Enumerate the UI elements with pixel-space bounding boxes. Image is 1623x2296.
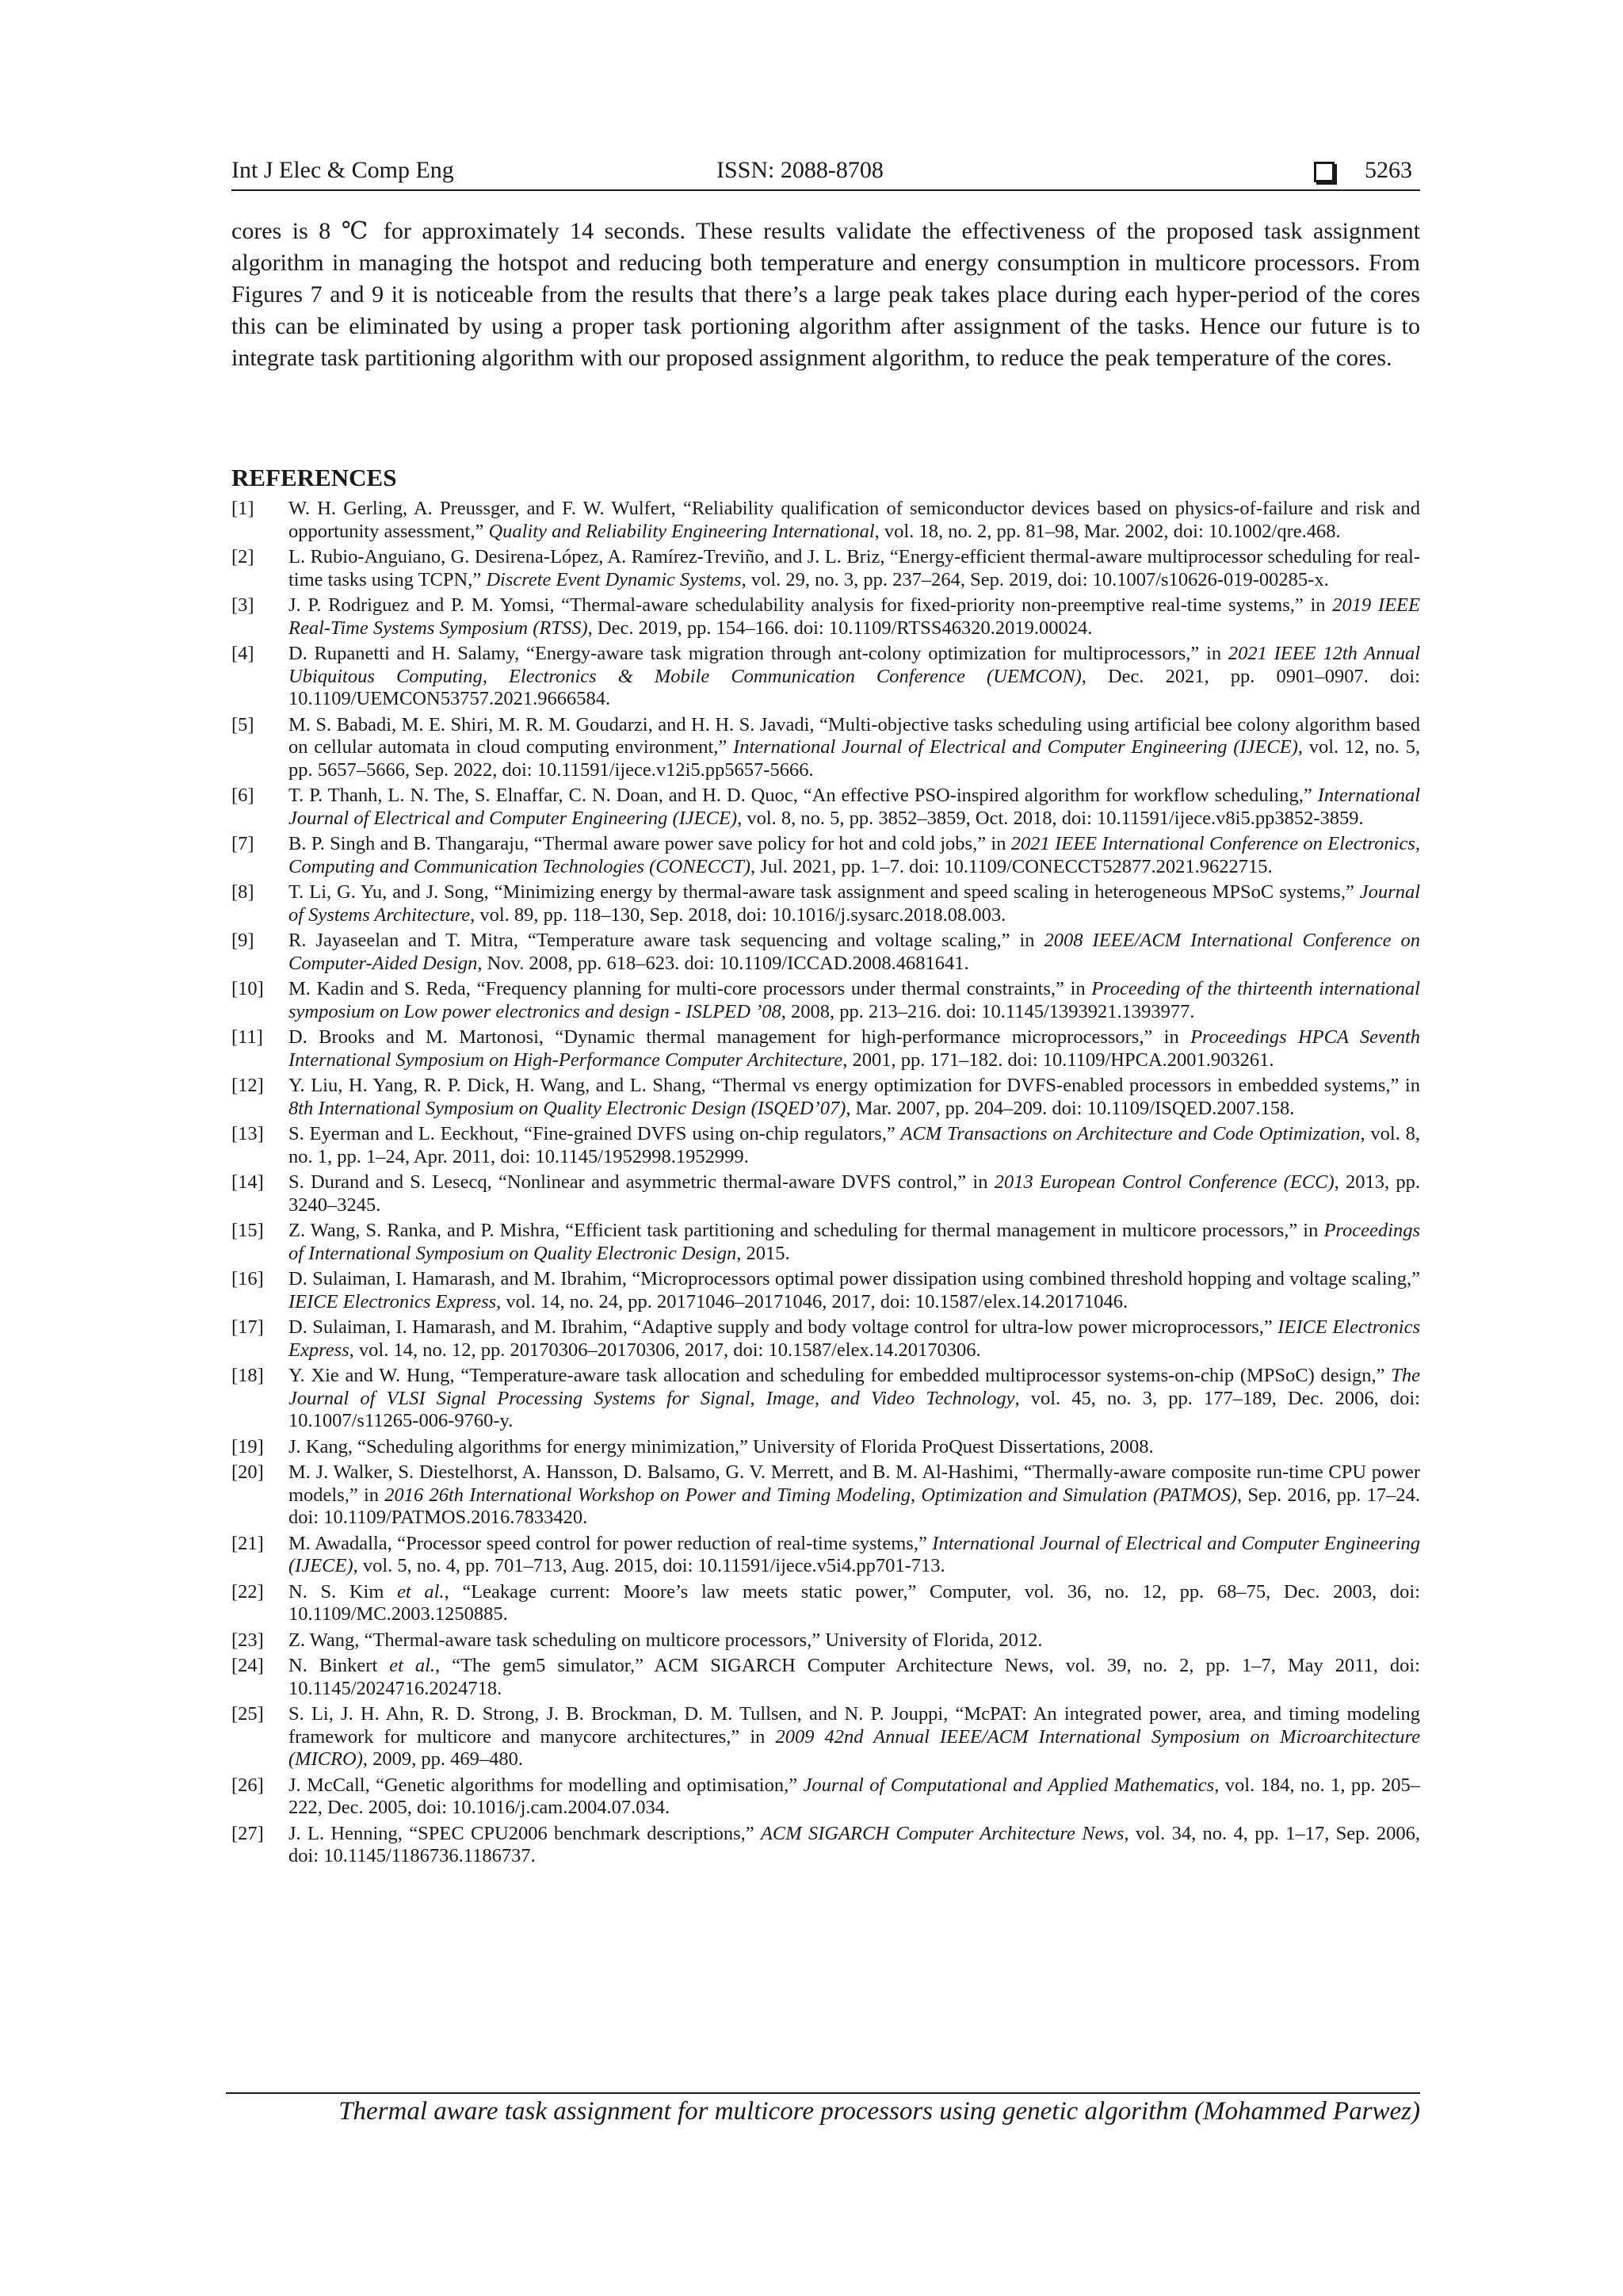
reference-text: N. Binkert	[288, 1655, 390, 1676]
header-divider	[231, 189, 1420, 191]
reference-number: [23]	[231, 1629, 264, 1651]
reference-number: [10]	[231, 978, 264, 999]
reference-text: Z. Wang, S. Ranka, and P. Mishra, “Efficient task partitioning and scheduling for thermal management in multicore processors,” in	[288, 1220, 1324, 1241]
reference-number: [8]	[231, 881, 254, 903]
reference-text: S. Eyerman and L. Eeckhout, “Fine-grained DVFS using on-chip regulators,”	[288, 1123, 901, 1144]
reference-venue: International Journal of Electrical and Computer Engineering (IJECE)	[288, 785, 1420, 829]
reference-item	[231, 546, 1420, 591]
reference-venue: Journal of Systems Architecture	[288, 881, 1420, 926]
reference-venue: Journal of Computational and Applied Mathematics	[803, 1774, 1215, 1796]
footer-divider	[226, 2092, 1420, 2094]
reference-details: , Dec. 2019, pp. 154–166. doi: 10.1109/RTSS46320.2019.00024.	[587, 617, 1093, 639]
reference-details: , Mar. 2007, pp. 204–209. doi: 10.1109/ISQED.2007.158.	[846, 1097, 1295, 1119]
reference-item	[231, 1365, 1420, 1433]
reference-text: N. S. Kim	[288, 1580, 398, 1603]
reference-text: D. Brooks and M. Martonosi, “Dynamic thermal management for high-performance microprocessors,” in	[288, 1026, 1191, 1048]
reference-details: , 2008, pp. 213–216. doi: 10.1145/1393921.1393977.	[781, 1000, 1195, 1022]
reference-number: [4]	[231, 643, 254, 664]
reference-number: [1]	[231, 498, 254, 519]
reference-text: Y. Liu, H. Yang, R. P. Dick, H. Wang, and L. Shang, “Thermal vs energy optimization for DVFS-enabled processors in embedded systems,” in	[288, 1075, 1420, 1096]
reference-item	[231, 1171, 1420, 1217]
reference-details: , vol. 12, no. 5, pp. 5657–5666, Sep. 2022, doi: 10.11591/ijece.v12i5.pp5657-5666.	[288, 736, 1420, 781]
reference-item	[231, 1075, 1420, 1120]
reference-number: [20]	[231, 1461, 264, 1483]
reference-number: [12]	[231, 1075, 264, 1096]
reference-number: [26]	[231, 1774, 264, 1796]
reference-venue: Discrete Event Dynamic Systems	[486, 568, 742, 590]
reference-details: , vol. 184, no. 1, pp. 205–222, Dec. 2005, doi: 10.1016/j.cam.2004.07.034.	[288, 1774, 1420, 1818]
issn: ISSN: 2088-8708	[716, 157, 884, 183]
reference-item	[231, 833, 1420, 878]
reference-venue: IEICE Electronics Express	[288, 1290, 497, 1312]
reference-venue: 8th International Symposium on Quality Electronic Design (ISQED’07)	[288, 1097, 846, 1119]
reference-details: , vol. 14, no. 24, pp. 20171046–20171046, 2017, doi: 10.1587/elex.14.20171046.	[496, 1290, 1128, 1312]
reference-venue: Proceeding of the thirteenth international symposium on Low power electronics and design - ISLPED ’08	[288, 978, 1420, 1022]
reference-item	[231, 498, 1420, 543]
reference-details: , Dec. 2021, pp. 0901–0907. doi: 10.1109/UEMCON53757.2021.9666584.	[288, 665, 1420, 709]
journal-name: Int J Elec & Comp Eng	[231, 157, 454, 183]
reference-item	[231, 1268, 1420, 1313]
reference-number: [13]	[231, 1123, 264, 1144]
reference-details: , vol. 45, no. 3, pp. 177–189, Dec. 2006, doi: 10.1007/s11265-006-9760-y.	[288, 1387, 1420, 1431]
reference-text: D. Rupanetti and H. Salamy, “Energy-aware task migration through ant-colony optimization for multiprocessors,” in	[288, 643, 1228, 664]
reference-list	[231, 498, 1420, 1871]
reference-text: S. Durand and S. Lesecq, “Nonlinear and asymmetric thermal-aware DVFS control,” in	[288, 1171, 995, 1193]
reference-item	[231, 1436, 1420, 1459]
reference-text: L. Rubio-Anguiano, G. Desirena-López, A. Ramírez-Treviño, and J. L. Briz, “Energy-efficient thermal-aware multiprocessor scheduling for real-time tasks using TCPN,”	[288, 546, 1420, 590]
reference-number: [6]	[231, 785, 254, 806]
reference-venue: Proceedings of International Symposium on Quality Electronic Design	[288, 1220, 1420, 1264]
reference-text: D. Sulaiman, I. Hamarash, and M. Ibrahim, “Microprocessors optimal power dissipation using combined threshold hopping and voltage scaling,”	[288, 1268, 1420, 1289]
body-paragraph: cores is 8 ℃ for approximately 14 seconds. These results validate the effectiveness of the proposed task assignment algorithm in managing the hotspot and reducing both temperature and energy consumption in multicore processors. From Figures 7 and 9 it is noticeable from the results that there’s a large peak takes place during each hyper-period of the cores this can be eliminated by using a proper task portioning algorithm after assignment of the tasks. Hence our future is to integrate task partitioning algorithm with our proposed assignment algorithm, to reduce the peak temperature of the cores.	[231, 218, 1420, 371]
reference-item	[231, 930, 1420, 975]
reference-item	[231, 1823, 1420, 1868]
reference-number: [11]	[231, 1026, 263, 1048]
reference-number: [22]	[231, 1580, 264, 1603]
reference-item	[231, 785, 1420, 830]
reference-item	[231, 1775, 1420, 1820]
reference-venue: 2013 European Control Conference (ECC)	[994, 1171, 1335, 1193]
reference-venue: 2021 IEEE 12th Annual Ubiquitous Computing, Electronics & Mobile Communication Conference (UEMCON)	[288, 643, 1420, 687]
reference-venue: et al.	[389, 1655, 436, 1676]
reference-item	[231, 1123, 1420, 1168]
reference-details: , vol. 18, no. 2, pp. 81–98, Mar. 2002, doi: 10.1002/qre.468.	[874, 520, 1341, 542]
reference-details: , vol. 34, no. 4, pp. 1–17, Sep. 2006, doi: 10.1145/1186736.1186737.	[288, 1822, 1420, 1866]
reference-text: R. Jayaseelan and T. Mitra, “Temperature aware task sequencing and voltage scaling,” in	[288, 930, 1044, 951]
reference-item	[231, 1655, 1420, 1700]
reference-item	[231, 1026, 1420, 1072]
reference-details: , vol. 89, pp. 118–130, Sep. 2018, doi: 10.1016/j.sysarc.2018.08.003.	[470, 904, 1006, 926]
reference-text: J. Kang, “Scheduling algorithms for energy minimization,” University of Florida ProQuest Dissertations, 2008.	[288, 1435, 1154, 1457]
reference-item	[231, 643, 1420, 711]
reference-item	[231, 881, 1420, 926]
reference-number: [7]	[231, 833, 254, 854]
reference-venue: 2019 IEEE Real-Time Systems Symposium (RTSS)	[288, 594, 1420, 639]
reference-number: [17]	[231, 1316, 264, 1338]
reference-details: , vol. 8, no. 1, pp. 1–24, Apr. 2011, doi: 10.1145/1952998.1952999.	[288, 1123, 1420, 1167]
reference-venue: Quality and Reliability Engineering International	[488, 520, 875, 542]
reference-item	[231, 1461, 1420, 1530]
reference-number: [24]	[231, 1655, 264, 1676]
reference-venue: International Journal of Electrical and Computer Engineering (IJECE)	[733, 736, 1298, 758]
reference-venue: et al.	[397, 1580, 445, 1603]
reference-details: , vol. 14, no. 12, pp. 20170306–20170306, 2017, doi: 10.1587/elex.14.20170306.	[349, 1339, 981, 1361]
square-icon	[1314, 162, 1335, 182]
reference-text: D. Sulaiman, I. Hamarash, and M. Ibrahim, “Adaptive supply and body voltage control for ultra-low power microprocessors,”	[288, 1316, 1278, 1338]
reference-item	[231, 714, 1420, 782]
reference-details: , 2001, pp. 171–182. doi: 10.1109/HPCA.2001.903261.	[842, 1049, 1274, 1071]
reference-number: [15]	[231, 1220, 264, 1241]
reference-item	[231, 1533, 1420, 1578]
reference-text: M. Kadin and S. Reda, “Frequency planning for multi-core processors under thermal constraints,” in	[288, 978, 1092, 999]
reference-details: , “The gem5 simulator,” ACM SIGARCH Computer Architecture News, vol. 39, no. 2, pp. 1–7, May 2011, doi: 10.1145/2024716.2024718.	[288, 1655, 1420, 1699]
reference-item	[231, 1629, 1420, 1652]
reference-venue: The Journal of VLSI Signal Processing Systems for Signal, Image, and Video Technology	[288, 1365, 1420, 1409]
page-number: 5263	[1365, 157, 1412, 183]
reference-number: [2]	[231, 546, 254, 567]
reference-number: [3]	[231, 594, 254, 616]
reference-item	[231, 1316, 1420, 1362]
reference-details: , Nov. 2008, pp. 618–623. doi: 10.1109/ICCAD.2008.4681641.	[477, 952, 969, 974]
reference-number: [21]	[231, 1532, 264, 1554]
reference-text: M. S. Babadi, M. E. Shiri, M. R. M. Goudarzi, and H. H. S. Javadi, “Multi-objective tasks scheduling using artificial bee colony algorithm based on cellular automata in cloud computing environment,”	[288, 713, 1420, 758]
reference-item	[231, 978, 1420, 1023]
reference-text: J. P. Rodriguez and P. M. Yomsi, “Thermal-aware schedulability analysis for fixed-priority non-preemptive real-time systems,” in	[288, 594, 1333, 616]
reference-number: [25]	[231, 1703, 264, 1725]
reference-text: Z. Wang, “Thermal-aware task scheduling on multicore processors,” University of Florida, 2012.	[288, 1629, 1043, 1651]
reference-text: T. P. Thanh, L. N. The, S. Elnaffar, C. N. Doan, and H. D. Quoc, “An effective PSO-inspired algorithm for workflow scheduling,”	[288, 785, 1318, 806]
reference-number: [19]	[231, 1435, 264, 1457]
reference-text: T. Li, G. Yu, and J. Song, “Minimizing energy by thermal-aware task assignment and speed scaling in heterogeneous MPSoC systems,”	[288, 881, 1360, 903]
reference-text: W. H. Gerling, A. Preussger, and F. W. Wulfert, “Reliability qualification of semiconductor devices based on physics-of-failure and risk and opportunity assessment,”	[288, 498, 1420, 542]
reference-item	[231, 1581, 1420, 1626]
reference-text: B. P. Singh and B. Thangaraju, “Thermal aware power save policy for hot and cold jobs,” in	[288, 833, 1011, 854]
reference-number: [9]	[231, 930, 254, 951]
reference-number: [5]	[231, 713, 254, 735]
reference-details: , vol. 8, no. 5, pp. 3852–3859, Oct. 2018, doi: 10.11591/ijece.v8i5.pp3852-3859.	[737, 807, 1364, 829]
reference-details: , Jul. 2021, pp. 1–7. doi: 10.1109/CONECCT52877.2021.9622715.	[750, 855, 1273, 877]
reference-item	[231, 1220, 1420, 1265]
reference-venue: 2009 42nd Annual IEEE/ACM International Symposium on Microarchitecture (MICRO)	[288, 1725, 1420, 1770]
reference-text: Y. Xie and W. Hung, “Temperature-aware task allocation and scheduling for embedded multiprocessor systems-on-chip (MPSoC) design,”	[288, 1365, 1392, 1386]
reference-text: J. L. Henning, “SPEC CPU2006 benchmark descriptions,”	[288, 1822, 761, 1844]
reference-venue: 2008 IEEE/ACM International Conference on Computer-Aided Design	[288, 930, 1420, 974]
reference-venue: ACM SIGARCH Computer Architecture News	[760, 1822, 1125, 1844]
reference-text: S. Li, J. H. Ahn, R. D. Strong, J. B. Brockman, D. M. Tullsen, and N. P. Jouppi, “McPAT: An integrated power, area, and timing modeling framework for multicore and manycore architectures,” in	[288, 1703, 1420, 1748]
reference-number: [27]	[231, 1822, 264, 1844]
reference-details: , vol. 5, no. 4, pp. 701–713, Aug. 2015, doi: 10.11591/ijece.v5i4.pp701-713.	[353, 1555, 945, 1576]
running-footer: Thermal aware task assignment for multicore processors using genetic algorithm (Mohammed Parwez)	[338, 2097, 1420, 2126]
reference-venue: 2016 26th International Workshop on Power and Timing Modeling, Optimization and Simulation (PATMOS)	[384, 1484, 1238, 1506]
reference-details: , 2015.	[736, 1242, 790, 1264]
reference-venue: IEICE Electronics Express	[288, 1316, 1420, 1361]
reference-text: M. Awadalla, “Processor speed control for power reduction of real-time systems,”	[288, 1532, 933, 1554]
reference-venue: Proceedings HPCA Seventh International Symposium on High-Performance Computer Architecture	[288, 1026, 1420, 1071]
reference-details: , vol. 29, no. 3, pp. 237–264, Sep. 2019, doi: 10.1007/s10626-019-00285-x.	[741, 568, 1329, 590]
reference-details: , 2013, pp. 3240–3245.	[288, 1171, 1420, 1216]
page-header	[231, 155, 1420, 192]
reference-venue: ACM Transactions on Architecture and Code Optimization	[900, 1123, 1361, 1144]
reference-details: , Sep. 2016, pp. 17–24. doi: 10.1109/PATMOS.2016.7833420.	[288, 1484, 1420, 1528]
references-heading: REFERENCES	[231, 464, 397, 491]
reference-text: M. J. Walker, S. Diestelhorst, A. Hansson, D. Balsamo, G. V. Merrett, and B. M. Al-Hashimi, “Thermally-aware composite run-time CPU power models,” in	[288, 1461, 1420, 1506]
reference-venue: 2021 IEEE International Conference on Electronics, Computing and Communication Technologies (CONECCT)	[288, 833, 1420, 877]
reference-venue: International Journal of Electrical and Computer Engineering (IJECE)	[288, 1532, 1420, 1576]
reference-text: J. McCall, “Genetic algorithms for modelling and optimisation,”	[288, 1774, 804, 1796]
reference-item	[231, 1703, 1420, 1771]
reference-details: , “Leakage current: Moore’s law meets static power,” Computer, vol. 36, no. 12, pp. 68–75, Dec. 2003, doi: 10.1109/MC.2003.1250885.	[288, 1580, 1420, 1625]
reference-item	[231, 594, 1420, 640]
reference-details: , 2009, pp. 469–480.	[362, 1748, 524, 1770]
reference-number: [18]	[231, 1365, 264, 1386]
reference-number: [14]	[231, 1171, 264, 1193]
reference-number: [16]	[231, 1268, 264, 1289]
